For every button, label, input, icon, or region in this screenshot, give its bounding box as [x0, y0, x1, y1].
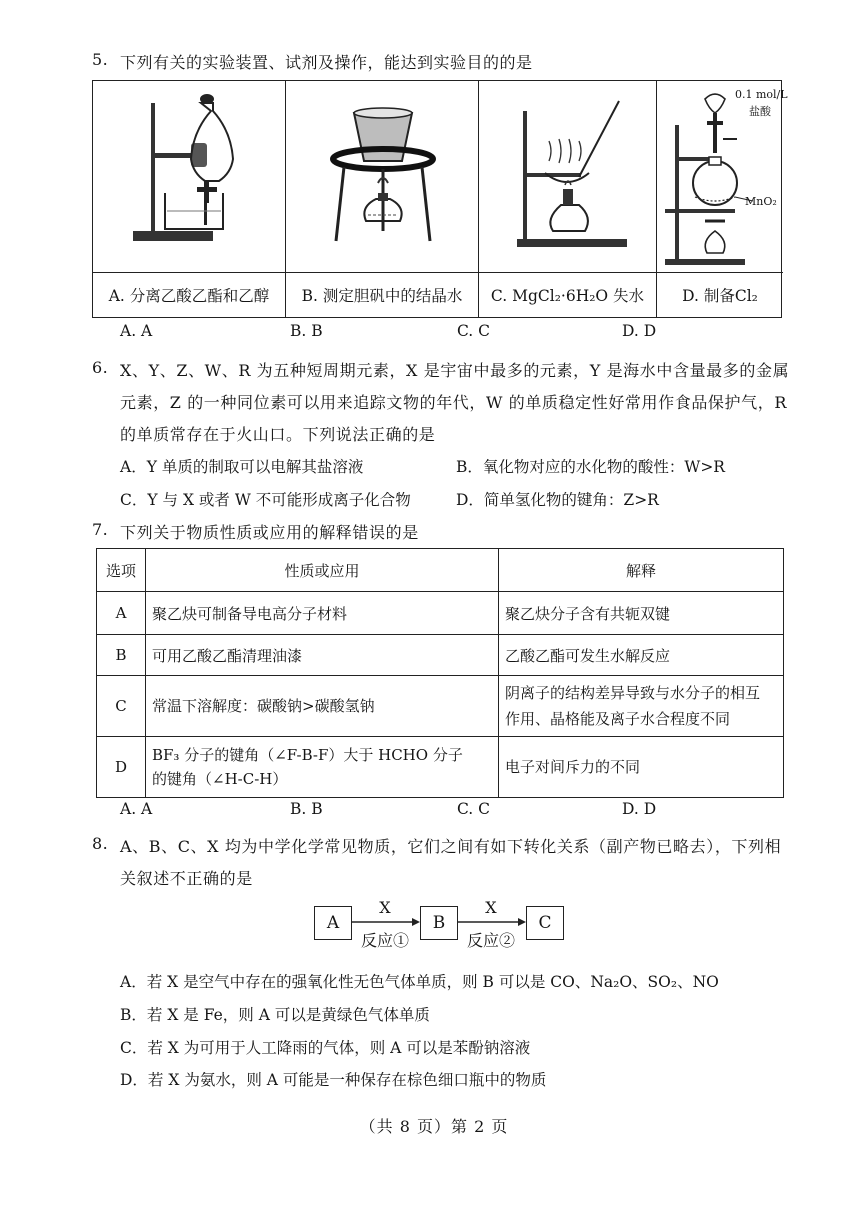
q7-row-c-option: C	[97, 676, 146, 737]
q7-choice-c[interactable]: C. C	[457, 800, 491, 818]
q5-apparatus-table	[92, 80, 788, 318]
q6-stem-line-1: X、Y、Z、W、R 为五种短周期元素，X 是宇宙中最多的元素，Y 是海水中含量最多的金属	[120, 361, 790, 380]
flow-reagent-1: X	[379, 898, 391, 917]
q7-header-explanation: 解释	[499, 549, 784, 592]
q5-caption-c: C. MgCl₂·6H₂O 失水	[479, 272, 656, 317]
q7-row-a-property: 聚乙炔可制备导电高分子材料	[146, 592, 499, 635]
q5-cell-a	[93, 81, 286, 317]
mno2-label: MnO₂	[745, 195, 777, 208]
q6-stem-line-3: 的单质常存在于火山口。下列说法正确的是	[120, 425, 436, 444]
chlorine-generator-illustration	[657, 81, 788, 274]
flow-reagent-2: X	[485, 898, 497, 917]
q8-number: 8.	[92, 834, 109, 853]
q6-option-d[interactable]: D．简单氢化物的键角：Z>R	[456, 491, 659, 509]
q7-stem: 下列关于物质性质或应用的解释错误的是	[120, 523, 419, 542]
q7-row-a-explanation: 聚乙炔分子含有共轭双键	[499, 592, 784, 635]
q8-stem-line-2: 关叙述不正确的是	[120, 869, 253, 888]
q7-row-d-property	[146, 737, 499, 798]
page-footer: （共 8 页）第 2 页	[359, 1117, 509, 1136]
q5-caption-d: D. 制备Cl₂	[657, 272, 783, 317]
q5-choice-a[interactable]: A. A	[120, 322, 153, 340]
q5-caption-b: B. 测定胆矾中的结晶水	[286, 272, 478, 317]
flow-box-b: B	[420, 906, 458, 940]
acid-name-label: 盐酸	[749, 105, 771, 118]
q7-row-c-property: 常温下溶解度：碳酸钠>碳酸氢钠	[146, 676, 499, 737]
q7-row-d-property-line-2: 的键角（∠H-C-H）	[152, 770, 288, 788]
q7-table-header	[97, 549, 784, 592]
q7-row-d-property-line-1: BF₃ 分子的键角（∠F-B-F）大于 HCHO 分子	[152, 746, 463, 764]
q6-option-b[interactable]: B．氧化物对应的水化物的酸性：W>R	[456, 458, 725, 476]
q7-row-b-option: B	[97, 635, 146, 676]
q7-row-d-explanation: 电子对间斥力的不同	[499, 737, 784, 798]
q7-row-b-explanation: 乙酸乙酯可发生水解反应	[499, 635, 784, 676]
table-row	[97, 635, 784, 676]
q6-option-c[interactable]: C．Y 与 X 或者 W 不可能形成离子化合物	[120, 491, 411, 509]
evaporating-dish-illustration	[479, 81, 656, 274]
q7-header-property: 性质或应用	[146, 549, 499, 592]
q5-number: 5.	[92, 50, 109, 69]
flow-box-a: A	[314, 906, 352, 940]
q7-choice-d[interactable]: D. D	[622, 800, 657, 818]
q5-choice-c[interactable]: C. C	[457, 322, 491, 340]
q5-choice-b[interactable]: B. B	[290, 322, 323, 340]
q8-option-b[interactable]: B．若 X 是 Fe，则 A 可以是黄绿色气体单质	[120, 1006, 430, 1024]
q8-option-a[interactable]: A．若 X 是空气中存在的强氧化性无色气体单质，则 B 可以是 CO、Na₂O、SO₂、NO	[120, 973, 719, 991]
q5-stem: 下列有关的实验装置、试剂及操作，能达到实验目的的是	[120, 53, 533, 72]
flow-reaction-2: 反应②	[466, 931, 515, 950]
table-row	[97, 676, 784, 737]
q8-option-d[interactable]: D．若 X 为氨水，则 A 可能是一种保存在棕色细口瓶中的物质	[120, 1071, 547, 1089]
q5-choice-d[interactable]: D. D	[622, 322, 657, 340]
q7-choice-b[interactable]: B. B	[290, 800, 323, 818]
q7-row-c-explanation	[499, 676, 784, 737]
q6-stem-line-2: 元素，Z 的一种同位素可以用来追踪文物的年代，W 的单质稳定性好常用作食品保护气，R	[120, 393, 787, 412]
flow-reaction-1: 反应①	[360, 931, 409, 950]
separatory-funnel-illustration	[93, 81, 285, 274]
q7-choice-a[interactable]: A. A	[120, 800, 153, 818]
q7-table	[96, 548, 784, 798]
q5-caption-a: A. 分离乙酸乙酯和乙醇	[93, 272, 285, 317]
q7-row-b-property: 可用乙酸乙酯清理油漆	[146, 635, 499, 676]
q7-row-a-option: A	[97, 592, 146, 635]
q7-row-c-explanation-line-1: 阴离子的结构差异导致与水分子的相互	[505, 684, 761, 702]
crucible-heating-illustration	[286, 81, 478, 274]
q6-option-a[interactable]: A．Y 单质的制取可以电解其盐溶液	[120, 458, 364, 476]
q8-stem-line-1: A、B、C、X 均为中学化学常见物质，它们之间有如下转化关系（副产物已略去），下列相	[120, 837, 782, 856]
q8-option-c[interactable]: C．若 X 为可用于人工降雨的气体，则 A 可以是苯酚钠溶液	[120, 1039, 531, 1057]
q7-row-c-explanation-line-2: 作用、晶格能及离子水合程度不同	[505, 710, 731, 728]
q7-row-d-option: D	[97, 737, 146, 798]
q6-number: 6.	[92, 358, 109, 377]
q5-cell-c	[479, 81, 657, 317]
table-row	[97, 737, 784, 798]
flow-box-c: C	[526, 906, 564, 940]
acid-concentration-label: 0.1 mol/L	[735, 88, 788, 101]
table-row	[97, 592, 784, 635]
q7-number: 7.	[92, 520, 109, 539]
q5-cell-d	[657, 81, 788, 317]
q5-cell-b	[286, 81, 479, 317]
q7-header-option: 选项	[97, 549, 146, 592]
